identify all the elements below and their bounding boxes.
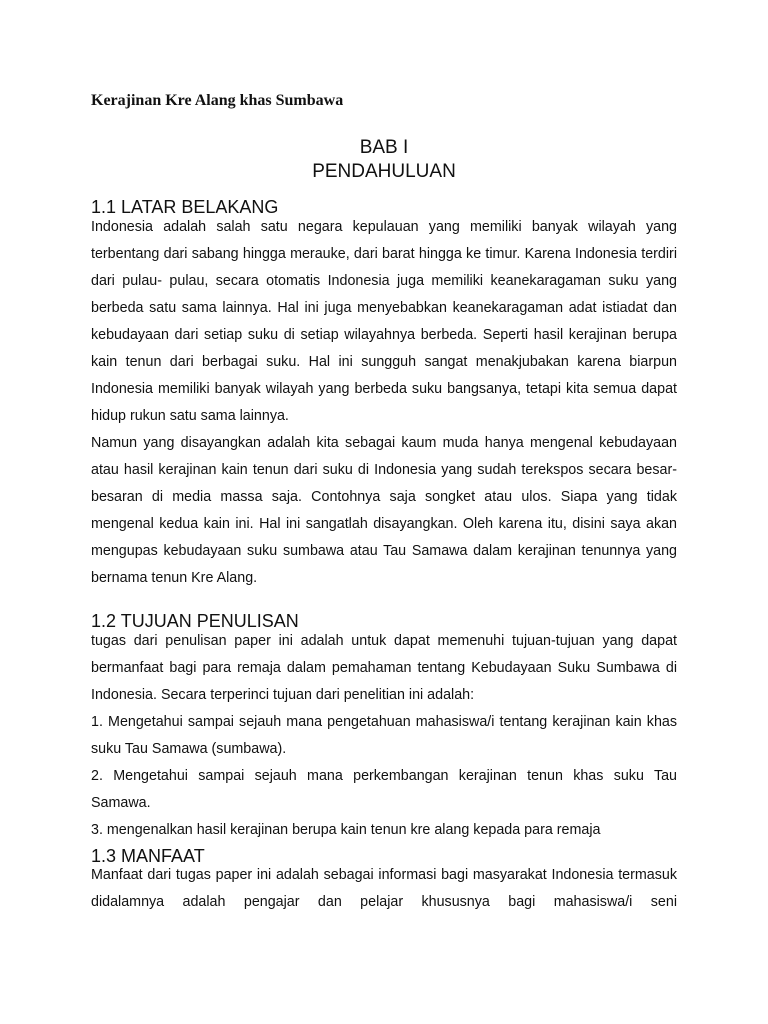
- list-item: 3. mengenalkan hasil kerajinan berupa kain tenun kre alang kepada para remaja: [91, 822, 601, 838]
- list-item: 1. Mengetahui sampai sejauh mana pengetahuan mahasiswa/i tentang kerajinan kain khas suku Tau Samawa (sumbawa).: [91, 714, 677, 757]
- section-heading-tujuan-penulisan: 1.2 TUJUAN PENULISAN: [91, 611, 299, 631]
- paragraph: Namun yang disayangkan adalah kita sebagai kaum muda hanya mengenal kebudayaan atau hasil kerajinan kain tenun dari suku di Indonesia yang sudah terekspos secara besar- besaran di media massa saja. Contohnya saja songket atau ulos. Siapa yang tidak mengenal kedua kain ini. Hal ini sangatlah disayangkan. Oleh karena itu, disini saya akan mengupas kebudayaan suku sumbawa atau Tau Samawa dalam kerajinan tenunnya yang bernama tenun Kre Alang.: [91, 435, 677, 586]
- section-heading-manfaat: 1.3 MANFAAT: [91, 846, 205, 866]
- paragraph: Indonesia adalah salah satu negara kepulauan yang memiliki banyak wilayah yang terbentang dari sabang hingga merauke, dari barat hingga ke timur. Karena Indonesia terdiri dari pulau- pulau, secara otomatis Indonesia juga memiliki keanekaragaman suku yang berbeda satu sama lainnya. Hal ini juga menyebabkan keanekaragaman adat istiadat dan kebudayaan dari setiap suku di setiap wilayahnya berbeda. Seperti hasil kerajinan berupa kain tenun dari berbagai suku. Hal ini sungguh sangat menakjubakan karena biarpun Indonesia memiliki banyak wilayah yang berbeda suku bangsanya, tetapi kita semua dapat hidup rukun satu sama lainnya.: [91, 219, 677, 424]
- document-title: Kerajinan Kre Alang khas Sumbawa: [91, 92, 344, 109]
- paragraph: Manfaat dari tugas paper ini adalah sebagai informasi bagi masyarakat Indonesia termasuk didalamnya adalah pengajar dan pelajar khususnya bagi mahasiswa/i seni: [91, 867, 677, 910]
- section-heading-latar-belakang: 1.1 LATAR BELAKANG: [91, 197, 279, 217]
- section-body-tujuan-penulisan: [91, 628, 677, 844]
- chapter-title: PENDAHULUAN: [312, 161, 456, 182]
- section-body-latar-belakang: [91, 214, 677, 592]
- paragraph: tugas dari penulisan paper ini adalah untuk dapat memenuhi tujuan-tujuan yang dapat bermanfaat bagi para remaja dalam pemahaman tentang Kebudayaan Suku Sumbawa di Indonesia. Secara terperinci tujuan dari penelitian ini adalah:: [91, 633, 677, 703]
- list-item: 2. Mengetahui sampai sejauh mana perkembangan kerajinan tenun khas suku Tau Samawa.: [91, 768, 677, 811]
- section-body-manfaat: [91, 862, 677, 916]
- chapter-number: BAB I: [359, 137, 409, 158]
